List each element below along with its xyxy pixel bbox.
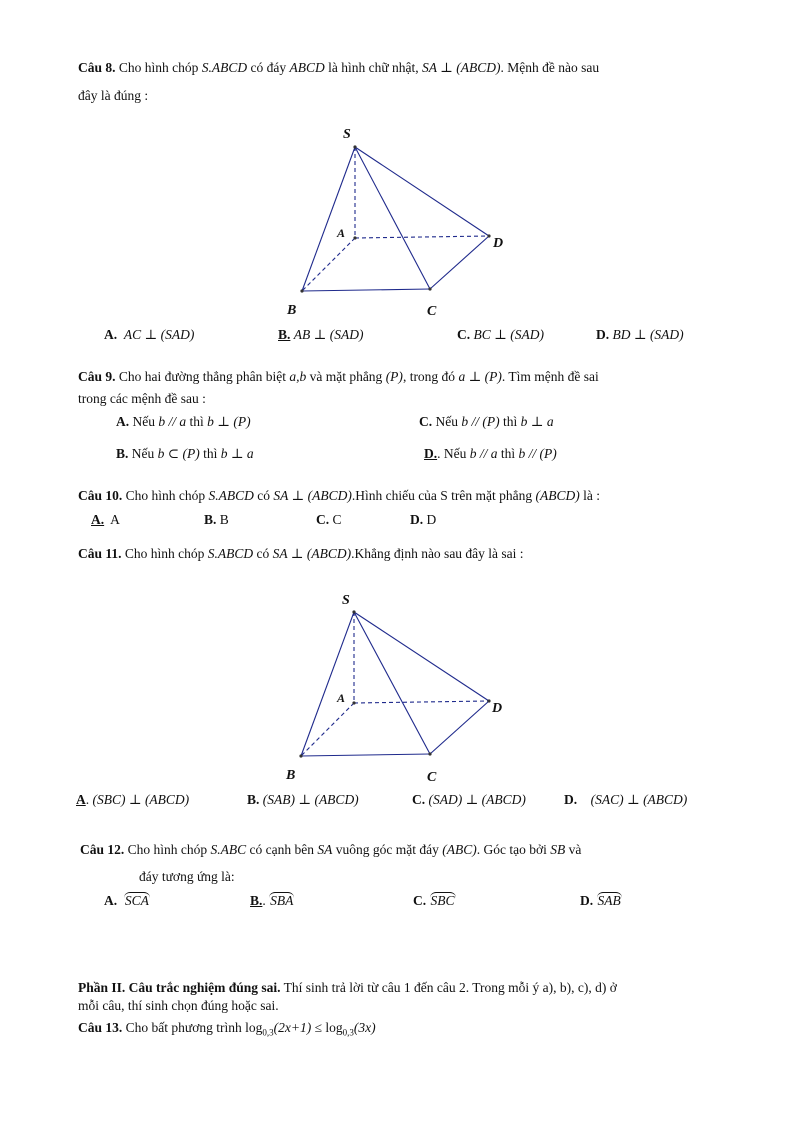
option-key: A.: [116, 414, 130, 429]
option-key: A: [76, 792, 86, 807]
option-text: AC ⊥ (SAD): [123, 327, 195, 342]
q13-line1: [78, 1020, 376, 1038]
log-argument: (3x): [353, 1020, 376, 1035]
part2-label: Phần II. Câu trắc nghiệm đúng sai.: [78, 980, 281, 995]
option-text: (SAC) ⊥ (ABCD): [590, 792, 688, 807]
q8-text: có đáy: [247, 60, 290, 75]
q13-label: Câu 13.: [78, 1020, 123, 1035]
option-key: C.: [412, 792, 426, 807]
q12-label: Câu 12.: [80, 842, 125, 857]
log-base: 0,3: [342, 1027, 354, 1038]
option-key: C.: [419, 414, 433, 429]
vertex-label-c: C: [427, 304, 437, 319]
q12-math: SB: [550, 842, 566, 857]
q12-math: (ABC): [442, 842, 477, 857]
option-text: C: [332, 512, 342, 527]
vertex-label-d: D: [492, 701, 503, 716]
q9-text: . Tìm mệnh đề sai: [501, 369, 599, 384]
q9-label: Câu 9.: [78, 369, 116, 384]
option-key: C.: [413, 893, 427, 908]
q9-math: a,b: [289, 369, 307, 384]
option-key: D.: [410, 512, 424, 527]
q11-text: .Khẳng định nào sau đây là sai :: [351, 546, 524, 561]
q11-condition: SA ⊥ (ABCD): [272, 546, 352, 561]
q8-label: Câu 8.: [78, 60, 116, 75]
relation: ≤: [311, 1020, 326, 1035]
q12-text: và: [565, 842, 582, 857]
log-base: 0,3: [262, 1027, 274, 1038]
q10-text: Cho hình chóp: [122, 488, 209, 503]
log-text: log: [245, 1020, 263, 1035]
option-key: B.: [278, 327, 291, 342]
option-text: A: [110, 512, 120, 527]
q12-line1: [80, 842, 581, 858]
option-key: B.: [116, 446, 129, 461]
angle-text: SBC: [430, 893, 455, 908]
option-math: b ⊥ (P): [207, 414, 251, 429]
angle-text: SCA: [124, 893, 149, 908]
angle-text: SAB: [597, 893, 621, 908]
q9-text: và mặt phẳng: [306, 369, 386, 384]
option-text: thì: [199, 446, 221, 461]
vertex-label-b: B: [286, 768, 296, 783]
q13-text: Cho bất phương trình: [122, 1020, 246, 1035]
option-key: D.: [424, 446, 438, 461]
q11-option-a[interactable]: A. (SBC) ⊥ (ABCD): [76, 792, 190, 807]
q12-text: Cho hình chóp: [124, 842, 211, 857]
vertex-label-b: B: [287, 303, 297, 318]
option-key: C.: [316, 512, 330, 527]
q9-text: , trong đó: [402, 369, 459, 384]
q9-math: (P): [385, 369, 403, 384]
option-key: A.: [104, 327, 118, 342]
option-text: Nếu: [432, 414, 462, 429]
q12-text: vuông góc mặt đáy: [332, 842, 443, 857]
q12-line2: đáy tương ứng là:: [139, 869, 235, 884]
option-key: B.: [250, 893, 263, 908]
q11-option-c[interactable]: [412, 792, 526, 808]
option-text: . Nếu: [437, 446, 470, 461]
q11-option-d[interactable]: [564, 792, 687, 808]
option-key: A.: [91, 512, 105, 527]
option-key: D.: [580, 893, 594, 908]
q12-option-c[interactable]: [413, 893, 456, 909]
q12-text: có cạnh bên: [246, 842, 318, 857]
q12-math: SA: [317, 842, 333, 857]
q9-line2: trong các mệnh đề sau :: [78, 391, 206, 406]
part2-text: Thí sinh trả lời từ câu 1 đến câu 2. Trong mỗi ý a), b), c), d) ở: [280, 980, 617, 995]
option-text: thì: [186, 414, 208, 429]
option-math: b ⊂ (P): [157, 446, 200, 461]
option-text: (SBC) ⊥ (ABCD): [92, 792, 190, 807]
q10-label: Câu 10.: [78, 488, 123, 503]
option-math: b // (P): [518, 446, 557, 461]
q9-condition: a ⊥ (P): [458, 369, 502, 384]
q8-text: Cho hình chóp: [115, 60, 202, 75]
option-key: D.: [564, 792, 578, 807]
q10-math: S.ABCD: [208, 488, 254, 503]
part2-line2: mỗi câu, thí sinh chọn đúng hoặc sai.: [78, 998, 279, 1013]
q12-option-b[interactable]: B.. SBA: [250, 893, 294, 908]
angle-text: SBA: [270, 893, 294, 908]
option-key: B.: [247, 792, 260, 807]
option-text: thì: [499, 414, 521, 429]
q12-math: S.ABC: [210, 842, 247, 857]
option-key: C.: [457, 327, 471, 342]
q12-option-d[interactable]: [580, 893, 622, 909]
q8-math: ABCD: [289, 60, 325, 75]
vertex-label-d: D: [493, 236, 504, 251]
option-math: b ⊥ a: [520, 414, 554, 429]
q8-text: . Mệnh đề nào sau: [500, 60, 600, 75]
option-text: thì: [497, 446, 519, 461]
part2-line1: [78, 980, 617, 996]
option-math: b // a: [158, 414, 187, 429]
vertex-label-a: A: [337, 691, 346, 705]
q10-text: là :: [579, 488, 601, 503]
q11-option-b[interactable]: [247, 792, 359, 808]
q11-label: Câu 11.: [78, 546, 122, 561]
option-math: b // a: [469, 446, 498, 461]
q11-math: S.ABCD: [207, 546, 254, 561]
q12-text: . Góc tạo bởi: [476, 842, 551, 857]
vertex-label-s: S: [342, 593, 350, 608]
q10-text: có: [253, 488, 274, 503]
option-text: BC ⊥ (SAD): [473, 327, 544, 342]
option-text: BD ⊥ (SAD): [612, 327, 684, 342]
q10-text: .Hình chiếu của S trên mặt phẳng: [351, 488, 536, 503]
q10-condition: SA ⊥ (ABCD): [273, 488, 352, 503]
q8-text: là hình chữ nhật,: [324, 60, 423, 75]
vertex-label-c: C: [427, 770, 437, 785]
log-argument: (2x+1): [273, 1020, 312, 1035]
option-key: A.: [104, 893, 118, 908]
q11-text: Cho hình chóp: [121, 546, 208, 561]
vertex-label-a: A: [337, 226, 346, 240]
q11-text: có: [253, 546, 273, 561]
option-text: AB ⊥ (SAD): [293, 327, 364, 342]
q8-line2: đây là đúng :: [78, 88, 149, 103]
option-key: B.: [204, 512, 217, 527]
option-math: b // (P): [461, 414, 500, 429]
log-text: log: [325, 1020, 343, 1035]
option-text: (SAD) ⊥ (ABCD): [428, 792, 526, 807]
option-text: B: [219, 512, 229, 527]
q12-option-a[interactable]: [104, 893, 150, 909]
option-key: D.: [596, 327, 610, 342]
q8-condition: SA ⊥ (ABCD): [422, 60, 501, 75]
option-text: (SAB) ⊥ (ABCD): [262, 792, 359, 807]
q10-math: (ABCD): [535, 488, 580, 503]
q9-text: Cho hai đường thẳng phân biệt: [115, 369, 290, 384]
vertex-label-s: S: [343, 127, 351, 142]
option-text: Nếu: [128, 446, 158, 461]
option-math: b ⊥ a: [220, 446, 254, 461]
q8-math: S.ABCD: [201, 60, 248, 75]
option-text: D: [426, 512, 437, 527]
option-text: Nếu: [129, 414, 159, 429]
